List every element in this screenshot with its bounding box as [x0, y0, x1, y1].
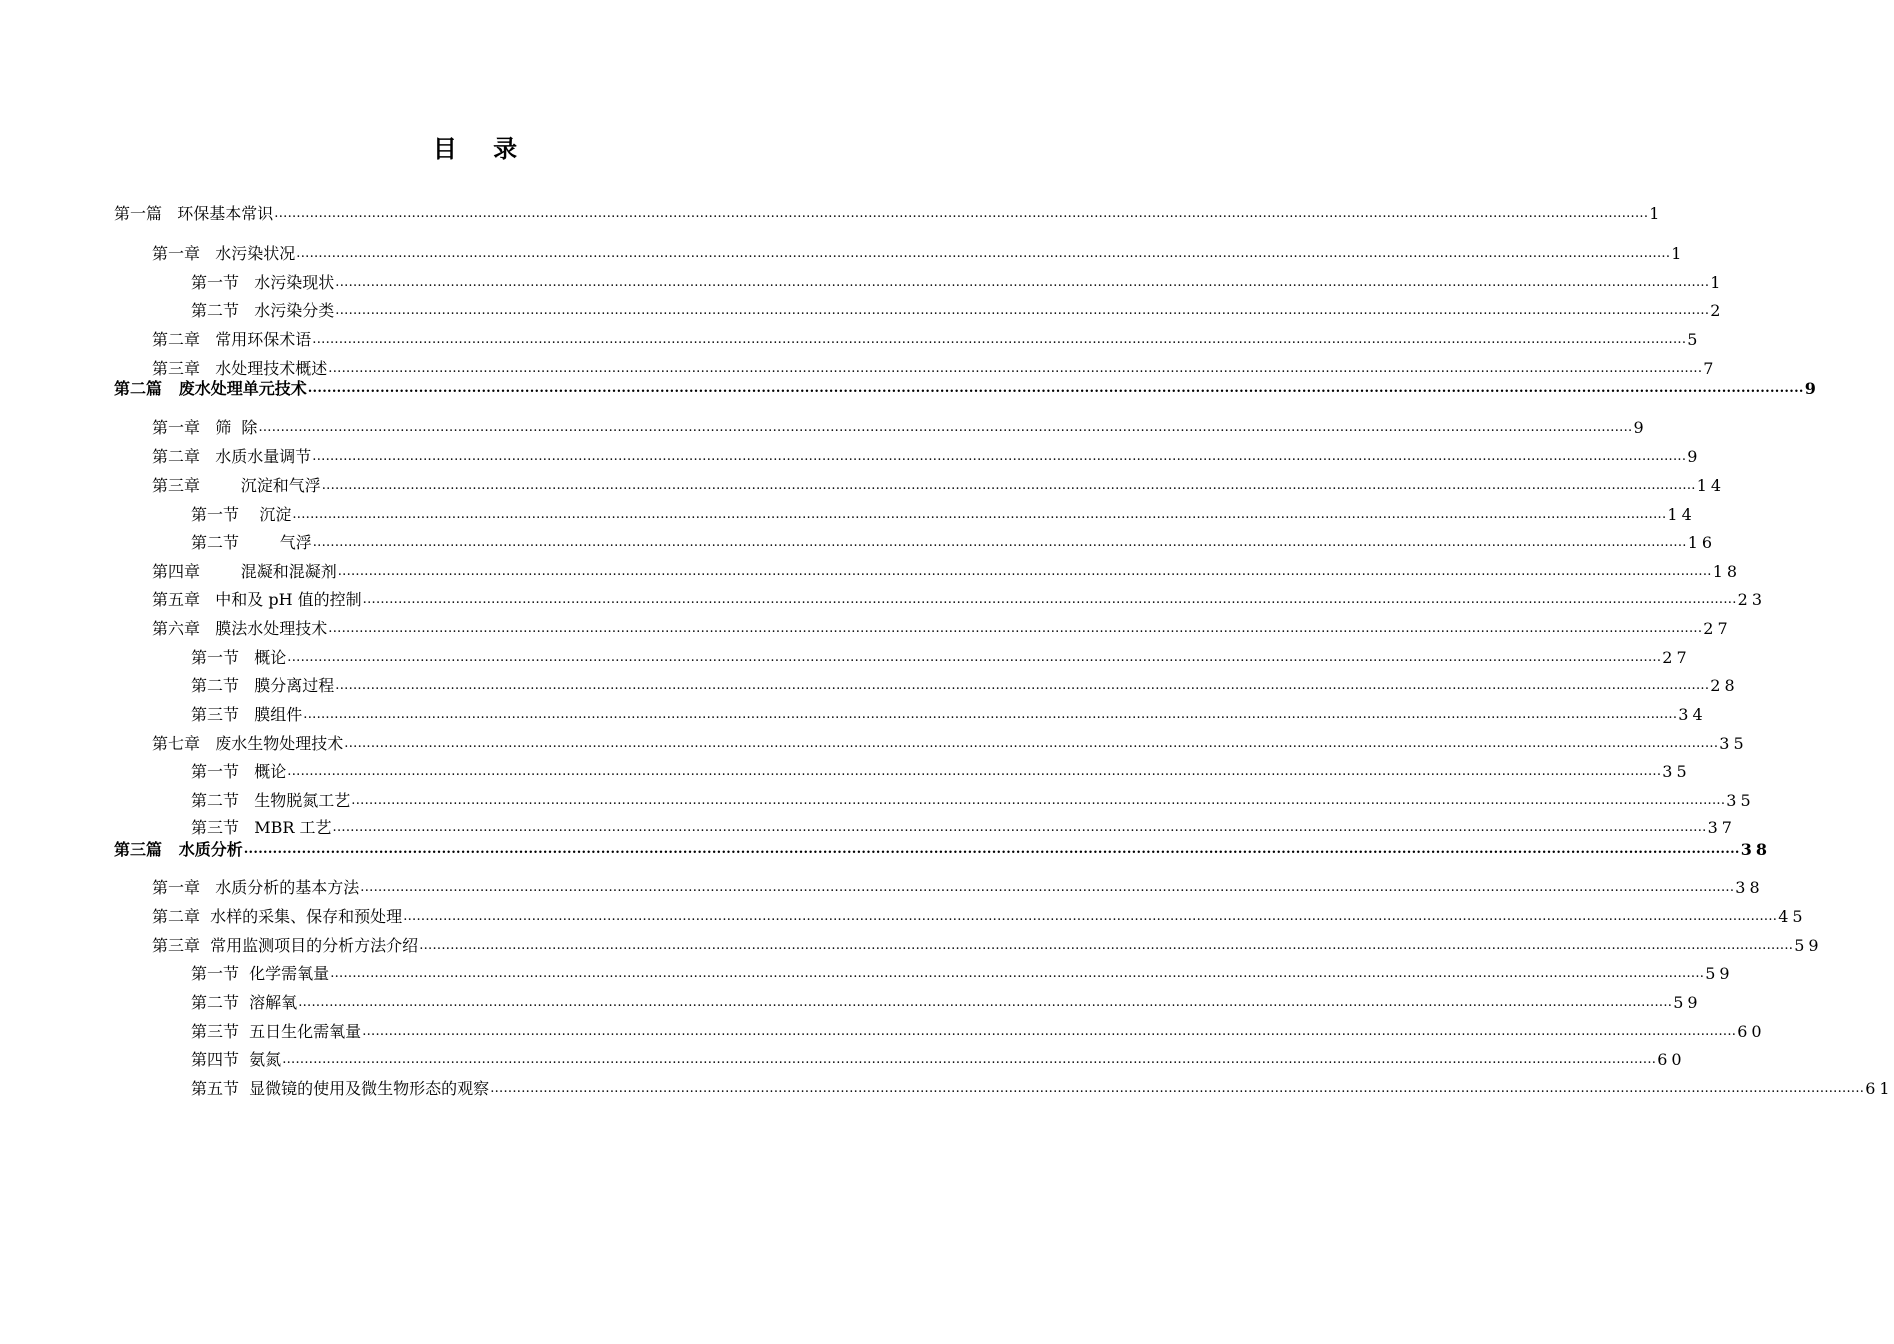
toc-leader-dots: ......................................................................................................................................................................................................................................................................................................................	[287, 764, 1662, 779]
toc-leader-dots: ......................................................................................................................................................................................................................................................................................................................	[243, 842, 1740, 857]
toc-page-number: 34	[1678, 705, 1707, 724]
toc-entry-title: 第三节 MBR 工艺	[191, 818, 332, 837]
toc-page-number: 5	[1687, 330, 1702, 349]
toc-entry[interactable]	[191, 992, 1702, 1014]
toc-entry-title: 第一章 水污染状况	[152, 244, 296, 263]
toc-page-number: 1	[1671, 244, 1686, 263]
toc-entry-title: 第一章 水质分析的基本方法	[152, 878, 360, 897]
toc-leader-dots: ......................................................................................................................................................................................................................................................................................................................	[274, 206, 1649, 221]
toc-entry[interactable]	[152, 358, 1718, 380]
toc-leader-dots: ......................................................................................................................................................................................................................................................................................................................	[419, 938, 1794, 953]
toc-entry-title: 第二节 溶解氧	[191, 993, 298, 1012]
toc-leader-dots: ......................................................................................................................................................................................................................................................................................................................	[296, 246, 1671, 261]
toc-entry[interactable]	[191, 532, 1717, 554]
toc-leader-dots: ......................................................................................................................................................................................................................................................................................................................	[490, 1081, 1865, 1096]
toc-page-number: 9	[1687, 447, 1702, 466]
toc-entry[interactable]	[152, 446, 1702, 468]
toc-leader-dots: ......................................................................................................................................................................................................................................................................................................................	[351, 793, 1726, 808]
toc-page-number: 35	[1719, 734, 1748, 753]
toc-leader-dots: ......................................................................................................................................................................................................................................................................................................................	[287, 650, 1662, 665]
toc-entry[interactable]	[114, 203, 1664, 225]
toc-leader-dots: ......................................................................................................................................................................................................................................................................................................................	[403, 909, 1778, 924]
toc-page-number: 1	[1710, 273, 1725, 292]
toc-entry-title: 第五节 显微镜的使用及微生物形态的观察	[191, 1079, 490, 1098]
toc-entry[interactable]	[191, 272, 1725, 294]
toc-leader-dots: ......................................................................................................................................................................................................................................................................................................................	[298, 995, 1673, 1010]
toc-page-number: 61	[1865, 1079, 1894, 1098]
toc-page-number: 16	[1687, 533, 1717, 552]
toc-entry-title: 第六章 膜法水处理技术	[152, 619, 328, 638]
toc-entry[interactable]	[191, 1021, 1766, 1043]
toc-entry[interactable]	[152, 935, 1823, 957]
toc-page-number: 27	[1662, 648, 1691, 667]
toc-page-number: 37	[1707, 818, 1736, 837]
toc-entry[interactable]	[191, 817, 1736, 839]
toc-entry-title: 第一篇 环保基本常识	[114, 204, 274, 223]
toc-leader-dots: ......................................................................................................................................................................................................................................................................................................................	[362, 592, 1737, 607]
toc-leader-dots: ......................................................................................................................................................................................................................................................................................................................	[337, 564, 1712, 579]
toc-page-number: 35	[1726, 791, 1755, 810]
toc-entry[interactable]	[191, 675, 1739, 697]
toc-leader-dots: ......................................................................................................................................................................................................................................................................................................................	[328, 621, 1703, 636]
toc-entry[interactable]	[152, 329, 1702, 351]
toc-entry-title: 第七章 废水生物处理技术	[152, 734, 344, 753]
toc-entry-title: 第二篇 废水处理单元技术	[114, 379, 307, 398]
toc-entry-title: 第一节 沉淀	[191, 505, 292, 524]
toc-page-number: 38	[1735, 878, 1764, 897]
toc-page-number: 14	[1667, 505, 1696, 524]
toc-leader-dots: ......................................................................................................................................................................................................................................................................................................................	[362, 1024, 1737, 1039]
toc-entry-title: 第一节 概论	[191, 648, 287, 667]
toc-entry-title: 第一节 水污染现状	[191, 273, 335, 292]
toc-leader-dots: ......................................................................................................................................................................................................................................................................................................................	[312, 332, 1687, 347]
toc-entry-title: 第三节 膜组件	[191, 705, 303, 724]
toc-entry-title: 第二节 水污染分类	[191, 301, 335, 320]
toc-leader-dots: ......................................................................................................................................................................................................................................................................................................................	[332, 820, 1707, 835]
toc-entry-title: 第二节 气浮	[191, 533, 312, 552]
toc-entry[interactable]	[152, 243, 1686, 265]
toc-entry[interactable]	[191, 1049, 1686, 1071]
toc-leader-dots: ......................................................................................................................................................................................................................................................................................................................	[307, 381, 1804, 396]
toc-page-number: 28	[1710, 676, 1739, 695]
toc-page-number: 14	[1696, 476, 1726, 495]
toc-page-number: 59	[1673, 993, 1702, 1012]
toc-leader-dots: ......................................................................................................................................................................................................................................................................................................................	[321, 478, 1696, 493]
toc-entry-title: 第二章 水样的采集、保存和预处理	[152, 907, 403, 926]
toc-entry[interactable]	[191, 504, 1696, 526]
toc-entry-title: 第三篇 水质分析	[114, 840, 243, 859]
toc-entry-title: 第三章 常用监测项目的分析方法介绍	[152, 936, 419, 955]
toc-leader-dots: ......................................................................................................................................................................................................................................................................................................................	[330, 966, 1705, 981]
toc-page-number: 2	[1710, 301, 1725, 320]
toc-page-number: 27	[1703, 619, 1732, 638]
toc-leader-dots: ......................................................................................................................................................................................................................................................................................................................	[292, 507, 1667, 522]
toc-page-number: 59	[1794, 936, 1823, 955]
toc-leader-dots: ......................................................................................................................................................................................................................................................................................................................	[360, 880, 1735, 895]
toc-entry[interactable]	[152, 906, 1807, 928]
toc-entry-title: 第四章 混凝和混凝剂	[152, 562, 337, 581]
toc-entry[interactable]	[152, 618, 1732, 640]
toc-page-number: 18	[1712, 562, 1742, 581]
toc-entry-title: 第二节 膜分离过程	[191, 676, 335, 695]
toc-leader-dots: ......................................................................................................................................................................................................................................................................................................................	[282, 1052, 1657, 1067]
toc-page-number: 60	[1737, 1022, 1766, 1041]
toc-entry[interactable]	[191, 963, 1734, 985]
toc-entry[interactable]	[114, 378, 1820, 400]
toc-entry-title: 第三节 五日生化需氧量	[191, 1022, 362, 1041]
toc-page-number: 35	[1662, 762, 1691, 781]
toc-entry[interactable]	[114, 839, 1772, 861]
toc-entry[interactable]	[191, 1078, 1894, 1100]
toc-entry-title: 第二节 生物脱氮工艺	[191, 791, 351, 810]
toc-entry[interactable]	[152, 417, 1648, 439]
toc-entry-title: 第五章 中和及 pH 值的控制	[152, 590, 362, 609]
toc-entry[interactable]	[191, 761, 1691, 783]
toc-leader-dots: ......................................................................................................................................................................................................................................................................................................................	[335, 303, 1710, 318]
toc-entry[interactable]	[152, 733, 1748, 755]
toc-page-number: 59	[1705, 964, 1734, 983]
page-title: 目 录	[432, 134, 532, 163]
toc-entry[interactable]	[152, 561, 1742, 583]
toc-leader-dots: ......................................................................................................................................................................................................................................................................................................................	[258, 420, 1633, 435]
toc-page-number: 60	[1657, 1050, 1686, 1069]
toc-entry-title: 第三章 沉淀和气浮	[152, 476, 321, 495]
toc-entry[interactable]	[152, 475, 1726, 497]
toc-page-number: 38	[1740, 840, 1772, 859]
toc-leader-dots: ......................................................................................................................................................................................................................................................................................................................	[312, 449, 1687, 464]
toc-entry-title: 第三章 水处理技术概述	[152, 359, 328, 378]
toc-entry[interactable]	[191, 300, 1725, 322]
toc-entry-title: 第二章 水质水量调节	[152, 447, 312, 466]
toc-leader-dots: ......................................................................................................................................................................................................................................................................................................................	[344, 736, 1719, 751]
toc-entry[interactable]	[152, 589, 1767, 611]
toc-page-number: 9	[1633, 418, 1648, 437]
toc-leader-dots: ......................................................................................................................................................................................................................................................................................................................	[335, 678, 1710, 693]
toc-page-number: 23	[1737, 590, 1767, 609]
toc-leader-dots: ......................................................................................................................................................................................................................................................................................................................	[312, 535, 1687, 550]
toc-entry-title: 第一节 概论	[191, 762, 287, 781]
toc-entry-title: 第一章 筛 除	[152, 418, 258, 437]
toc-leader-dots: ......................................................................................................................................................................................................................................................................................................................	[328, 361, 1703, 376]
toc-leader-dots: ......................................................................................................................................................................................................................................................................................................................	[335, 275, 1710, 290]
toc-page-number: 45	[1778, 907, 1807, 926]
toc-entry-title: 第四节 氨氮	[191, 1050, 282, 1069]
toc-page-number: 9	[1804, 379, 1820, 398]
toc-entry[interactable]	[191, 704, 1707, 726]
toc-leader-dots: ......................................................................................................................................................................................................................................................................................................................	[303, 707, 1678, 722]
toc-entry[interactable]	[191, 790, 1755, 812]
toc-entry[interactable]	[191, 647, 1691, 669]
toc-entry-title: 第二章 常用环保术语	[152, 330, 312, 349]
toc-entry[interactable]	[152, 877, 1764, 899]
toc-page-number: 1	[1649, 204, 1664, 223]
toc-entry-title: 第一节 化学需氧量	[191, 964, 330, 983]
toc-page-number: 7	[1703, 359, 1718, 378]
